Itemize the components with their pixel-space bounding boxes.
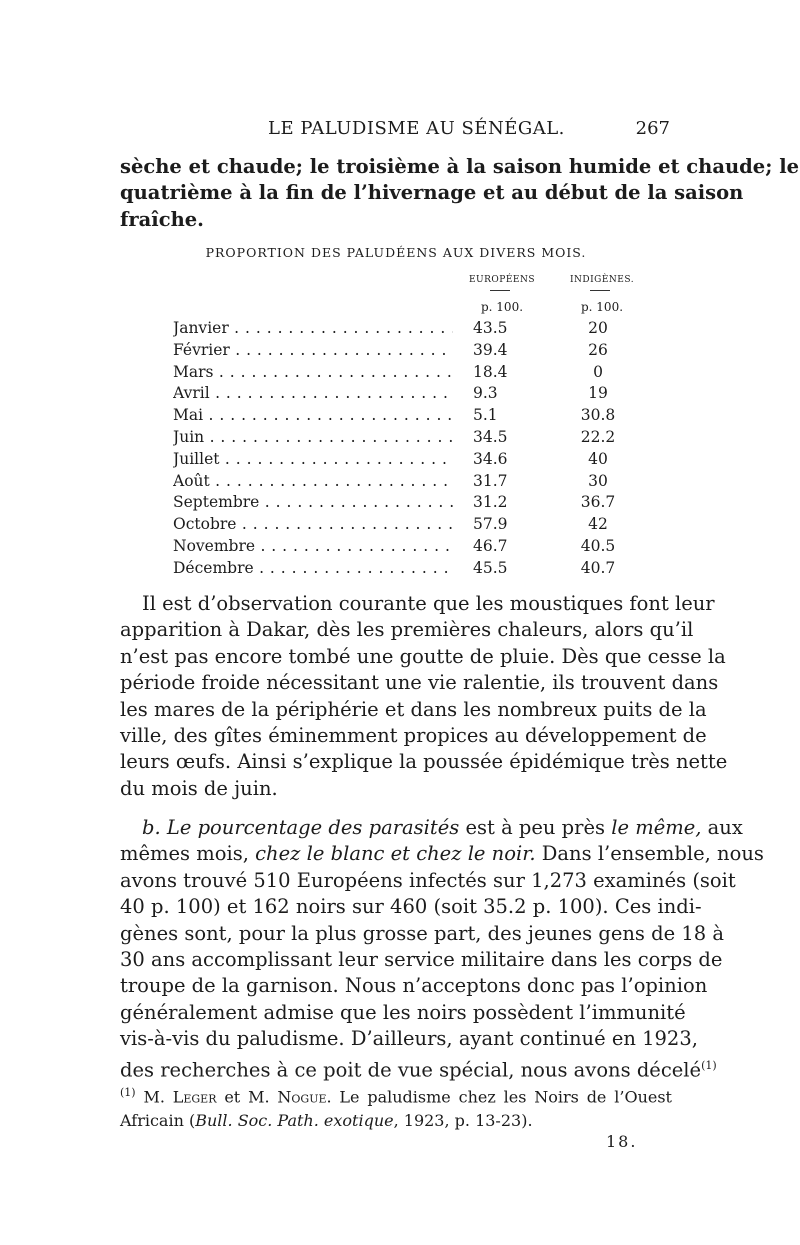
indigenes-cell: 30.8 [580,406,616,425]
column-header-indigenes: INDIGÈNES. [569,275,635,285]
europeens-cell: 18.4 [473,362,508,381]
month-cell: Mars . . . [173,362,453,384]
europeens-cell: 45.5 [473,558,508,577]
text-line: n’est pas encore tombé une goutte de pluie. Dès que cesse la [120,644,726,668]
europeens-cell: 39.4 [473,340,508,359]
data-table [173,318,643,580]
table-row [173,558,643,580]
europeens-cell: 34.6 [473,449,508,468]
indigenes-cell: 30 [588,471,608,490]
indigenes-cell: 26 [588,340,608,359]
text-line: du mois de juin. [120,776,278,800]
europeens-cell: 31.7 [473,471,508,490]
text-run: mêmes mois, [120,842,256,866]
text-run: Africain ( [120,1111,196,1131]
table-row [173,492,643,514]
paragraph-parasites [120,815,764,1084]
text-line: 30 ans accomplissant leur service militaire dans les corps de [120,948,723,972]
indigenes-cell: 40 [588,449,608,468]
signature-mark: 18. [606,1132,638,1151]
emphasis-text: le même, [611,816,702,839]
month-cell: Avril . . . [173,383,453,405]
page-number: 267 [635,118,670,139]
author-name: M. Leger [143,1087,217,1107]
month-cell: Juin . . . [173,427,453,449]
table-row [173,427,643,449]
month-cell: Février . . . [173,340,453,362]
author-name: M. Nogue [248,1087,327,1107]
table-row [173,536,643,558]
europeens-cell: 5.1 [473,406,498,425]
text-line: leurs œufs. Ainsi s’explique la poussée épidémique très nette [120,750,728,774]
column-header-europeens: EUROPÉENS [468,275,536,285]
unit-indigenes: p. 100. [580,300,624,314]
text-run: est à peu près [459,816,612,839]
text-line: généralement admise que les noirs possèdent l’immunité [120,1000,686,1024]
text-run: Dans l’ensemble, nous [535,842,764,866]
indigenes-cell: 20 [588,319,608,337]
month-cell: Septembre . . . [173,492,453,514]
running-head-title: LE PALUDISME AU SÉNÉGAL. [268,118,565,139]
indigenes-cell: 19 [588,384,608,403]
table-row [173,362,643,384]
footnote-line [120,1081,672,1109]
text-run: . Le paludisme chez les Noirs de l’Ouest [326,1087,672,1107]
europeens-cell: 34.5 [473,427,508,446]
indigenes-cell: 42 [588,515,608,534]
month-cell: Octobre . . . [173,514,453,536]
text-run: , 1923, p. 13-23). [393,1111,533,1131]
journal-title: Bull. Soc. Path. exotique [195,1111,394,1131]
europeens-cell: 46.7 [473,536,508,555]
indigenes-cell: 40.5 [580,536,616,555]
indigenes-cell: 36.7 [580,493,616,512]
intro-paragraph [120,154,800,233]
text-line [120,1053,717,1084]
europeens-cell: 9.3 [473,384,498,403]
text-line: Il est d’observation courante que les moustiques font leur [142,592,715,615]
europeens-cell: 43.5 [473,319,508,337]
month-cell: Juillet . . . [173,449,453,471]
text-line: apparition à Dakar, dès les premières chaleurs, alors qu’il [120,618,694,642]
text-line: ville, des gîtes éminemment propices au développement de [120,724,707,748]
table-row [173,449,643,471]
footnote [120,1081,672,1133]
paragraph-mosquitoes [120,591,728,802]
footnote-line [120,1109,672,1133]
indigenes-cell: 0 [593,362,603,381]
text-line: troupe de la garnison. Nous n’acceptons donc pas l’opinion [120,974,708,998]
table-row [173,471,643,493]
text-line: quatrième à la fin de l’hivernage et au début de la saison [120,181,744,205]
table-title: PROPORTION DES PALUDÉENS AUX DIVERS MOIS. [205,245,587,260]
text-line: sèche et chaude; le troisième à la saison humide et chaude; le [120,155,800,178]
text-line: gènes sont, pour la plus grosse part, des jeunes gens de 18 à [120,921,724,945]
month-cell: Mai . . . [173,405,453,427]
column-rule [490,290,510,291]
text-line: les mares de la périphérie et dans les nombreux puits de la [120,697,707,721]
text-run: des recherches à ce poit de vue spécial, nous avons décelé [120,1058,702,1082]
europeens-cell: 57.9 [473,515,508,534]
indigenes-cell: 40.7 [580,558,616,577]
column-rule [590,290,610,291]
europeens-cell: 31.2 [473,493,508,512]
table-row [173,405,643,427]
emphasis-text: chez le blanc et chez le noir. [255,842,536,866]
table-row [173,318,643,340]
text-line: période froide nécessitant une vie ralentie, ils trouvent dans [120,671,719,695]
text-line: avons trouvé 510 Européens infectés sur 1,273 examinés (soit [120,868,736,892]
text-line [120,841,764,867]
emphasis-text: pourcentage des parasités [197,816,460,839]
unit-europeens: p. 100. [480,300,524,314]
text-line: vis-à-vis du paludisme. D’ailleurs, ayant continué en 1923, [120,1027,698,1051]
table-row [173,383,643,405]
indigenes-cell: 22.2 [580,427,616,446]
table-row [173,340,643,362]
text-line [120,815,743,841]
text-line: 40 p. 100) et 162 noirs sur 460 (soit 35.2 p. 100). Ces indi- [120,895,702,919]
running-head [118,118,670,146]
footnote-marker: (1) [120,1086,136,1099]
month-cell: Novembre . . . [173,536,453,558]
text-run: b. Le [142,816,198,839]
text-run: et [216,1087,249,1107]
month-cell: Décembre . . . [173,558,453,580]
month-cell: Août . . . [173,471,453,493]
footnote-reference[interactable]: (1) [701,1058,717,1072]
text-line: fraîche. [120,207,204,231]
month-cell: Janvier . . . [173,318,453,340]
table-row [173,514,643,536]
text-run: aux [701,816,743,839]
